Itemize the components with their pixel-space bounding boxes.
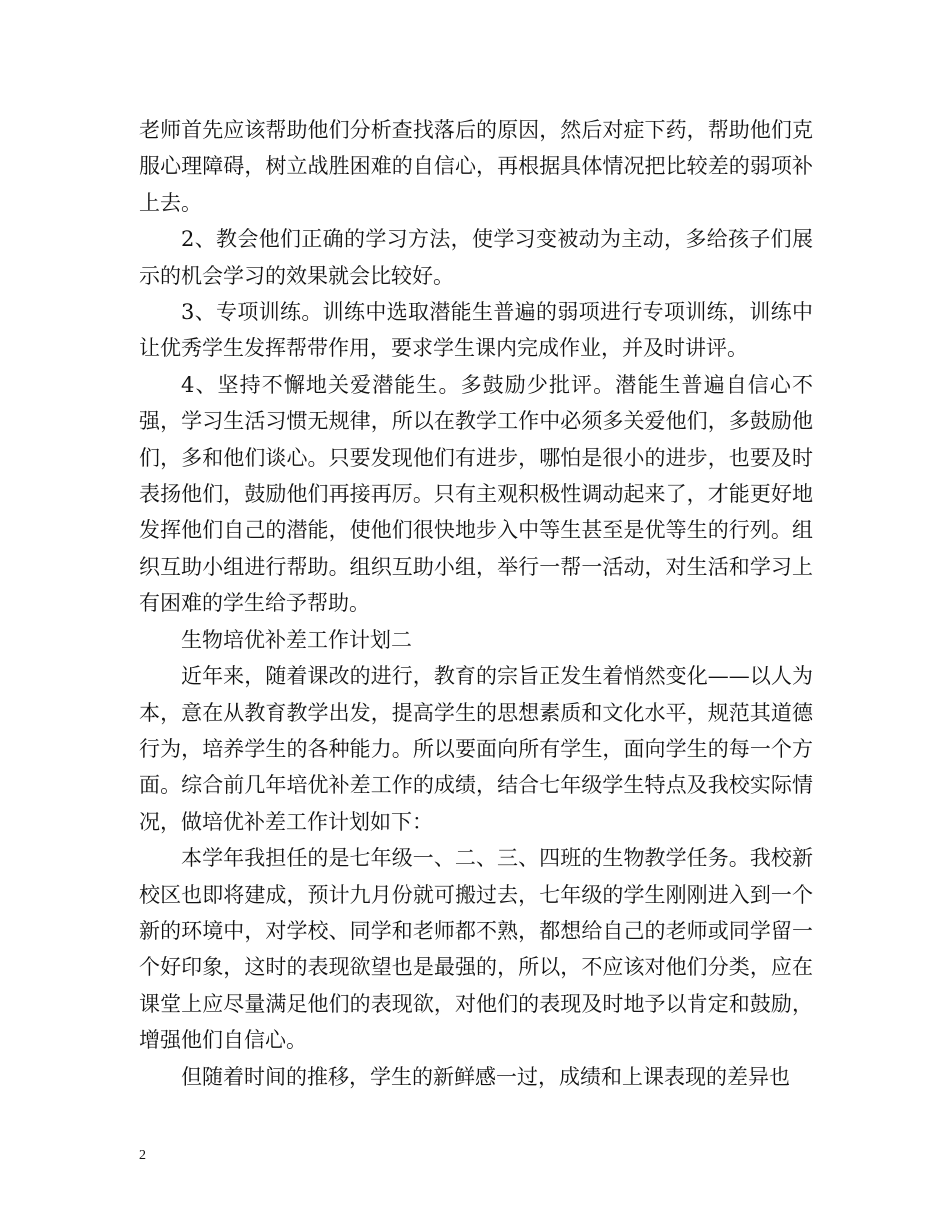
paragraph-3: 3、专项训练。训练中选取潜能生普遍的弱项进行专项训练，训练中让优秀学生发挥帮带作用，要求学生课内完成作业，并及时讲评。 [139, 300, 813, 361]
paragraph-1: 老师首先应该帮助他们分析查找落后的原因，然后对症下药，帮助他们克服心理障碍，树立战胜困难的自信心，再根据具体情况把比较差的弱项补上去。 [139, 118, 813, 215]
document-body [139, 112, 813, 1095]
paragraph-4: 4、坚持不懈地关爱潜能生。多鼓励少批评。潜能生普遍自信心不强，学习生活习惯无规律，所以在教学工作中必须多关爱他们，多鼓励他们，多和他们谈心。只要发现他们有进步，哪怕是很小的进步，也要及时表扬他们，鼓励他们再接再厉。只有主观积极性调动起来了，才能更好地发挥他们自己的潜能，使他们很快地步入中等生甚至是优等生的行列。组织互助小组进行帮助。组织互助小组，举行一帮一活动，对生活和学习上有困难的学生给予帮助。 [139, 372, 813, 616]
page-number: 2 [139, 1148, 146, 1163]
section-heading: 生物培优补差工作计划二 [181, 627, 412, 652]
paragraph-7: 但随着时间的推移，学生的新鲜感一过，成绩和上课表现的差异也 [181, 1064, 790, 1089]
paragraph-5: 近年来，随着课改的进行，教育的宗旨正发生着悄然变化——以人为本，意在从教育教学出发，提高学生的思想素质和文化水平，规范其道德行为，培养学生的各种能力。所以要面向所有学生，面向学生的每一个方面。综合前几年培优补差工作的成绩，结合七年级学生特点及我校实际情况，做培优补差工作计划如下： [139, 664, 813, 834]
paragraph-6: 本学年我担任的是七年级一、二、三、四班的生物教学任务。我校新校区也即将建成，预计九月份就可搬过去，七年级的学生刚刚进入到一个新的环境中，对学校、同学和老师都不熟，都想给自己的老师或同学留一个好印象，这时的表现欲望也是最强的，所以，不应该对他们分类，应在课堂上应尽量满足他们的表现欲，对他们的表现及时地予以肯定和鼓励，增强他们自信心。 [139, 846, 813, 1053]
paragraph-2: 2、教会他们正确的学习方法，使学习变被动为主动，多给孩子们展示的机会学习的效果就会比较好。 [139, 227, 813, 288]
